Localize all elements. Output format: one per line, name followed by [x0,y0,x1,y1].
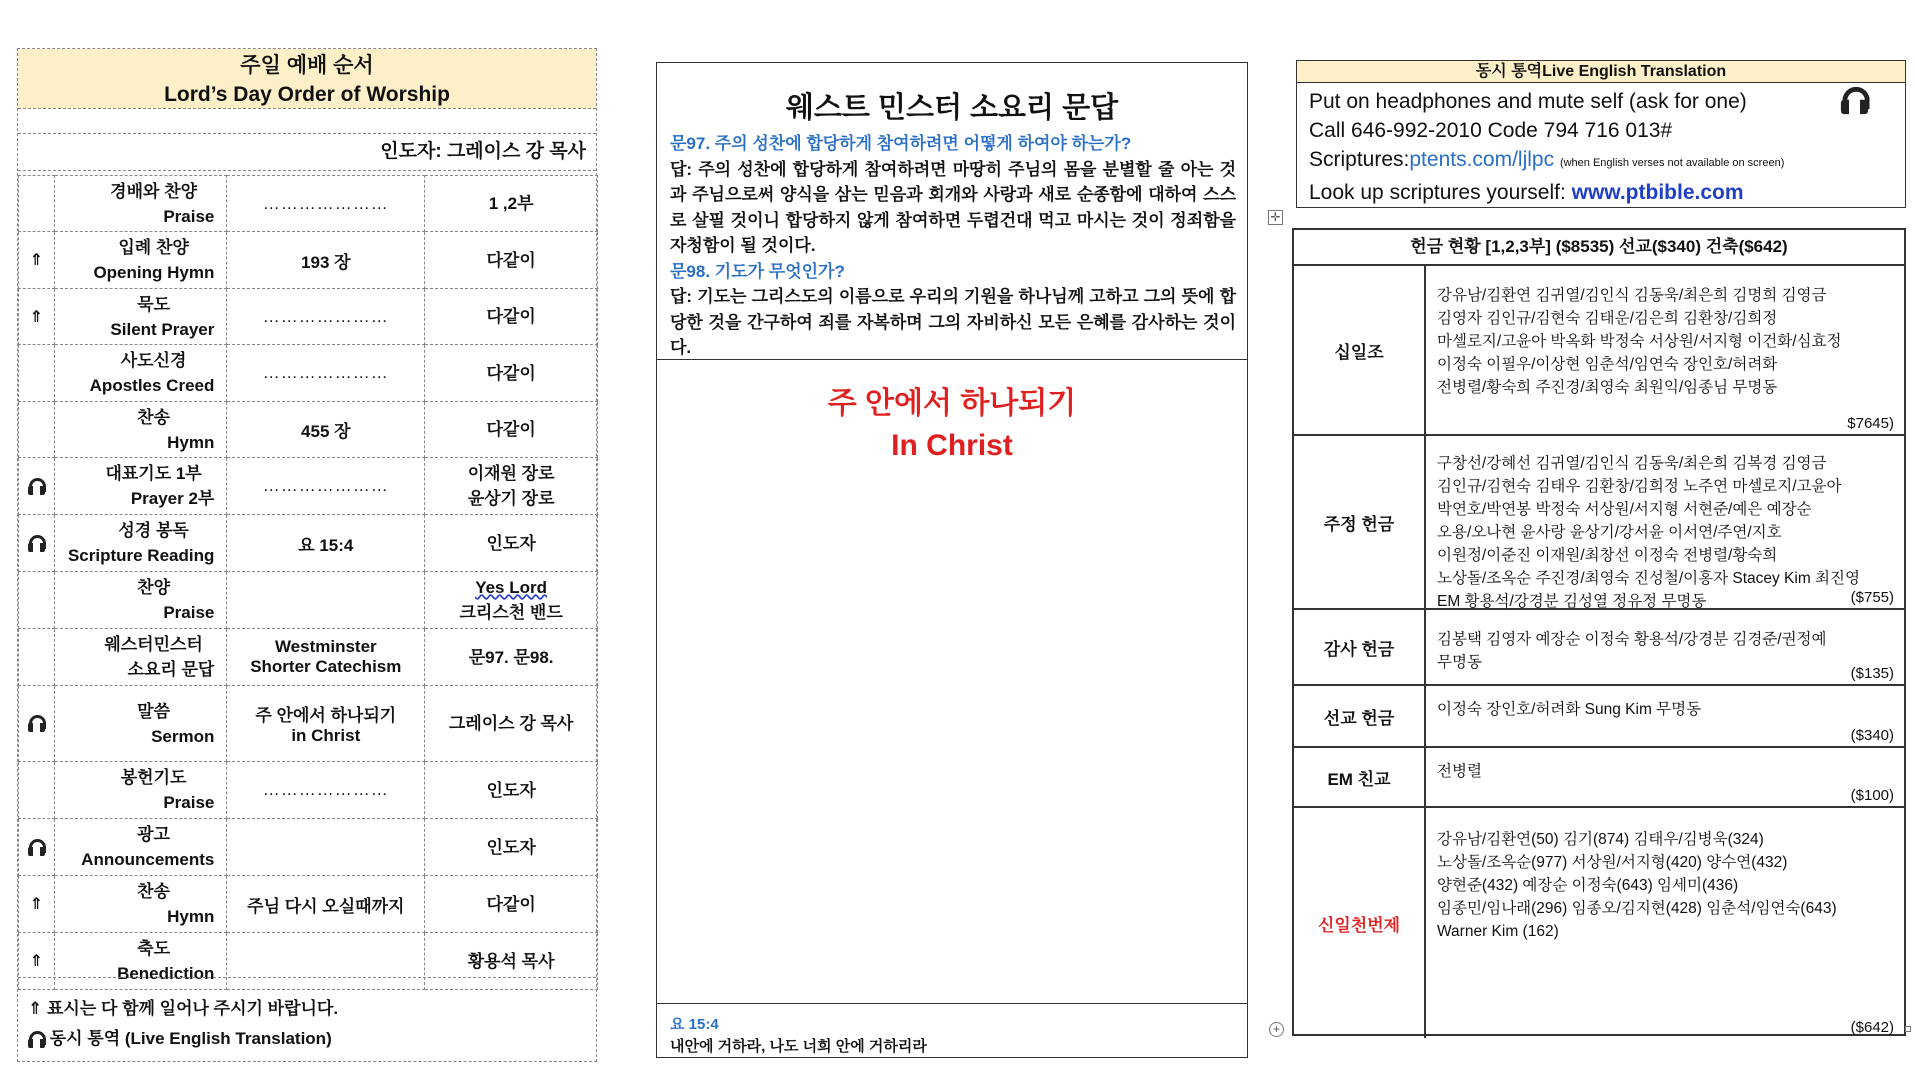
order-item [54,515,227,572]
order-row [19,458,598,515]
offering-name-line: 박연호/박연봉 박정숙 서상원/서지형 서현준/예은 예장순 [1437,501,1812,518]
stand-up-icon: ⇑ [29,252,44,269]
item-detail: ………………… [262,780,389,799]
offering-name-line: 무명동 [1437,654,1482,671]
offering-name-line: 강유남/김환연 김귀열/김인식 김동욱/최은희 김명희 김영금 [1437,287,1827,304]
order-title-en: Lord’s Day Order of Worship [164,83,450,106]
order-person [425,629,598,686]
offering-name-line: Warner Kim (162) [1437,923,1559,940]
item-detail-2: Shorter Catechism [250,657,402,676]
order-detail [227,515,425,572]
item-person-2: 크리스천 밴드 [459,603,563,622]
order-item [54,686,227,762]
item-name-en: Praise [163,603,215,622]
order-mark [19,176,55,232]
item-person: 인도자 [486,837,536,857]
order-mark [19,458,55,515]
order-detail [227,629,425,686]
item-person: 문97. 문98. [468,647,554,667]
item-name-en: Sermon [151,726,215,746]
headphones-icon [28,477,45,496]
item-person: 다같이 [486,894,536,914]
order-item [54,876,227,933]
item-name-ko: 찬송 [137,407,171,427]
item-detail: ………………… [262,306,389,326]
order-item [54,572,227,629]
item-person: 인도자 [486,533,536,553]
translation-line1: Put on headphones and mute self (ask for one) [1309,90,1747,113]
item-detail: ………………… [262,193,389,213]
item-person: 그레이스 강 목사 [448,714,574,733]
translation-body [1309,87,1899,207]
item-name-ko: 광고 [137,825,171,844]
translation-line2: Call 646-992-2010 Code 794 716 013# [1309,119,1673,142]
item-name-en: Announcements [81,850,215,869]
item-name-en: Hymn [167,432,215,452]
item-name-ko: 말씀 [137,701,171,721]
offering-amount: ($100) [1850,787,1894,804]
order-person [425,819,598,876]
order-detail [227,232,425,289]
translation-line3 [1309,145,1899,178]
order-title-ko: 주일 예배 순서 [240,54,374,77]
sermon-theme [657,383,1247,467]
verse-ref: 요 15:4 [670,1016,719,1033]
item-name-en: Hymn [167,907,215,926]
item-detail: 455 장 [301,422,351,441]
order-mark [19,686,55,762]
add-row-handle[interactable]: + [1269,1022,1284,1037]
item-name-ko: 묵도 [137,294,171,314]
offering-name-line: 전병렬/황숙희 주진경/최영숙 최원익/임종님 무명동 [1437,379,1778,396]
order-row [19,876,598,933]
headphones-icon [28,1030,45,1049]
verse-footer [657,1003,1247,1059]
order-row [19,819,598,876]
order-row [19,176,598,232]
offering-row [1294,266,1904,436]
sermon-theme-en: In Christ [891,429,1013,462]
offering-label: 선교 헌금 [1294,686,1426,746]
scriptures-link[interactable]: ptents.com/ljlpc [1409,148,1555,171]
order-row [19,402,598,458]
offering-header: 헌금 현황 [1,2,3부] ($8535) 선교($340) 건축($642) [1294,230,1904,266]
item-name-ko: 경배와 찬양 [110,181,198,201]
item-name-en: Apostles Creed [89,376,215,395]
order-title [18,49,596,109]
table-move-handle[interactable]: ✛ [1268,210,1283,225]
offering-name-line: 오용/오나현 윤사랑 윤상기/강서윤 이서연/주연/지호 [1437,524,1782,541]
headphones-icon [28,534,45,553]
order-mark [19,515,55,572]
order-detail [227,289,425,345]
order-person [425,176,598,232]
item-name-en: Silent Prayer [110,319,215,339]
stand-up-icon: ⇑ [29,308,44,326]
offering-label: 주정 헌금 [1294,436,1426,608]
offering-amount: ($755) [1850,589,1894,606]
order-person [425,232,598,289]
item-person: 다같이 [486,307,536,326]
order-item [54,345,227,402]
order-row [19,572,598,629]
translation-line4 [1309,178,1899,207]
headphones-icon [1841,85,1868,115]
offering-label: 감사 헌금 [1294,610,1426,684]
offering-name-line: EM 황용석/강경분 김성열 정유정 무명동 [1437,593,1707,610]
order-mark [19,762,55,819]
order-detail [227,345,425,402]
footnote-stand [28,994,596,1024]
item-detail: 요 15:4 [298,535,354,555]
item-person: 다같이 [486,363,536,383]
item-detail: 주님 다시 오실때까지 [247,896,405,916]
footnote-headphones [28,1024,596,1054]
catechism-section [657,63,1247,360]
verse-text: 내안에 거하라, 나도 너희 안에 거하리라 [670,1038,927,1055]
item-name-ko: 찬송 [137,882,171,901]
offering-names [1437,828,1892,943]
item-name-ko: 축도 [137,939,171,958]
offering-name-line: 김봉택 김영자 예장순 이정숙 황용석/강경분 김경준/권정예 [1437,631,1827,648]
offering-name-line: 노상돌/조옥순(977) 서상원/서지형(420) 양수연(432) [1437,854,1788,871]
item-name-en: Praise [163,206,215,226]
footnote-stand-text: 표시는 다 함께 일어나 주시기 바랍니다. [46,999,339,1018]
offering-row [1294,436,1904,610]
order-table [18,175,598,990]
item-person: 1 ,2부 [488,194,534,213]
offering-name-line: 이원정/이준진 이재원/최창선 이정숙 전병렬/황숙희 [1437,547,1778,564]
offering-amount: ($135) [1850,665,1894,682]
offering-name-line: 마셀로지/고윤아 박옥화 박정숙 서상원/서지형 이건화/심효정 [1437,333,1842,350]
order-row [19,686,598,762]
item-name-en: Benediction [117,964,215,983]
order-item [54,458,227,515]
offering-names [1437,452,1892,613]
offering-table [1292,228,1906,1036]
order-mark [19,232,55,289]
order-detail [227,762,425,819]
offering-row [1294,808,1904,1038]
offering-names [1437,760,1892,783]
order-person [425,289,598,345]
order-row [19,515,598,572]
item-name-ko: 대표기도 1부 [105,464,202,483]
offering-name-line: 양현준(432) 예장순 이정숙(643) 임세미(436) [1437,877,1739,894]
item-detail-2: in Christ [291,726,361,745]
order-detail [227,402,425,458]
order-row [19,232,598,289]
worship-order-panel [17,48,597,1062]
order-footnotes [18,977,596,1063]
scriptures-label: Scriptures: [1309,148,1410,171]
footnote-headphones-text: 동시 통역 (Live English Translation) [49,1029,332,1048]
item-name-ko: 성경 봉독 [118,521,189,540]
item-name-ko: 찬양 [137,578,171,597]
item-person: 황용석 목사 [467,951,555,971]
order-row [19,345,598,402]
order-person [425,762,598,819]
order-person [425,402,598,458]
offering-label: 십일조 [1294,266,1426,434]
item-name-ko: 입례 찬양 [118,238,189,257]
stand-up-icon: ⇑ [29,896,44,913]
offering-row [1294,686,1904,748]
order-row [19,762,598,819]
order-item [54,232,227,289]
order-row [19,629,598,686]
order-person [425,345,598,402]
question-98: 문98. 기도가 무엇인가? [670,261,845,281]
order-person [425,458,598,515]
order-person [425,876,598,933]
order-detail [227,458,425,515]
bible-link[interactable]: www.ptbible.com [1571,181,1744,204]
offering-name-line: 이정숙 이필우/이상현 임춘석/임연숙 장인호/허려화 [1437,356,1778,373]
offering-amount: $7645) [1847,415,1894,432]
answer-98: 답: 기도는 그리스도의 이름으로 우리의 기원을 하나님께 고하고 그의 뜻에 합당한 것을 간구하여 죄를 자복하며 그의 자비하신 모든 은혜를 감사하는 것이다. [670,287,1236,357]
order-detail [227,819,425,876]
lookup-label: Look up scriptures yourself: [1309,181,1572,204]
headphones-icon [28,714,45,733]
item-name-ko: 웨스터민스터 [104,635,203,654]
headphones-icon [28,838,45,857]
offering-name-line: 임종민/임나래(296) 임종오/김지현(428) 임춘석/임연숙(643) [1437,900,1837,917]
item-detail: ………………… [262,476,389,495]
order-item [54,289,227,345]
offering-name-line: 김인규/김현숙 김태우 김환창/김희정 노주연 마셀로지/고윤아 [1437,478,1842,495]
item-person: 이재원 장로 [467,464,555,483]
order-mark [19,629,55,686]
item-person: 다같이 [486,250,536,270]
item-detail: ………………… [262,363,389,382]
order-person [425,515,598,572]
item-person-2: 윤상기 장로 [467,489,555,508]
item-name-en: Scripture Reading [67,546,215,565]
item-detail: Westminster [274,637,377,656]
order-mark [19,819,55,876]
offering-amount: ($340) [1850,727,1894,744]
offering-names [1437,698,1892,721]
order-mark [19,572,55,629]
item-person: 인도자 [486,780,536,800]
item-name-ko: 사도신경 [120,351,187,370]
stand-up-icon: ⇑ [29,953,44,970]
offering-name-line: 강유남/김환연(50) 김기(874) 김태우/김병욱(324) [1437,831,1764,848]
question-97: 문97. 주의 성찬에 합당하게 참여하려면 어떻게 하여야 하는가? [670,134,1132,153]
order-person [425,686,598,762]
item-name-en: Opening Hymn [93,263,215,282]
offering-names [1437,284,1892,399]
offering-name-line: 노상돌/조옥순 주진경/최영숙 진성철/이홍자 Stacey Kim 최진영 [1437,570,1860,587]
item-detail: 주 안에서 하나되기 [255,706,397,725]
leader-line: 인도자: 그레이스 강 목사 [18,133,596,171]
item-name-en: Praise [163,793,215,812]
translation-box [1296,60,1906,208]
item-name-en: 소요리 문답 [127,660,215,679]
scriptures-note: (when English verses not available on screen) [1559,157,1785,169]
offering-name-line: 이정숙 장인호/허려화 Sung Kim 무명동 [1437,701,1702,718]
order-item [54,819,227,876]
order-mark [19,876,55,933]
item-detail: 193 장 [301,252,351,272]
offering-label: 신일천번제 [1294,808,1426,1038]
offering-row [1294,748,1904,808]
order-item [54,402,227,458]
order-detail [227,876,425,933]
order-row [19,289,598,345]
order-item [54,629,227,686]
order-detail [227,686,425,762]
offering-names [1437,628,1892,674]
offering-row [1294,610,1904,686]
translation-header: 동시 통역Live English Translation [1297,61,1905,83]
offering-amount: ($642) [1850,1019,1894,1036]
order-mark [19,402,55,458]
item-name-en: Prayer 2부 [130,489,215,508]
order-item [54,762,227,819]
item-person: Yes Lord [475,578,548,597]
offering-name-line: 전병렬 [1437,763,1482,780]
catechism-title: 웨스트 민스터 소요리 문답 [785,92,1119,124]
offering-name-line: 구창선/강혜선 김귀열/김인식 김동욱/최은희 김복경 김영금 [1437,455,1827,472]
order-detail [227,176,425,232]
order-item [54,176,227,232]
sermon-theme-ko: 주 안에서 하나되기 [827,387,1077,420]
stand-up-icon: ⇑ [28,999,43,1018]
offering-name-line: 김영자 김인규/김현숙 김태운/김은희 김환창/김희정 [1437,310,1778,327]
catechism-panel [656,62,1248,1058]
offering-label: EM 친교 [1294,748,1426,806]
item-name-ko: 봉헌기도 [120,768,187,787]
order-person [425,572,598,629]
resize-handle[interactable] [1905,1026,1911,1032]
order-detail [227,572,425,629]
item-person: 다같이 [486,420,536,439]
order-mark [19,345,55,402]
answer-97: 답: 주의 성찬에 합당하게 참여하려면 마땅히 주님의 몸을 분별할 줄 아는 것과 주님으로써 양식을 삼는 믿음과 회개와 사랑과 새로 순종함에 대하여 스스로 살필 것이니 합당하지 않게 참여하면 두렵건대 먹고 마시는 것이 정죄함을 자청함이 될 것이다. [670,159,1236,255]
catechism-body [670,131,1236,361]
order-mark [19,289,55,345]
